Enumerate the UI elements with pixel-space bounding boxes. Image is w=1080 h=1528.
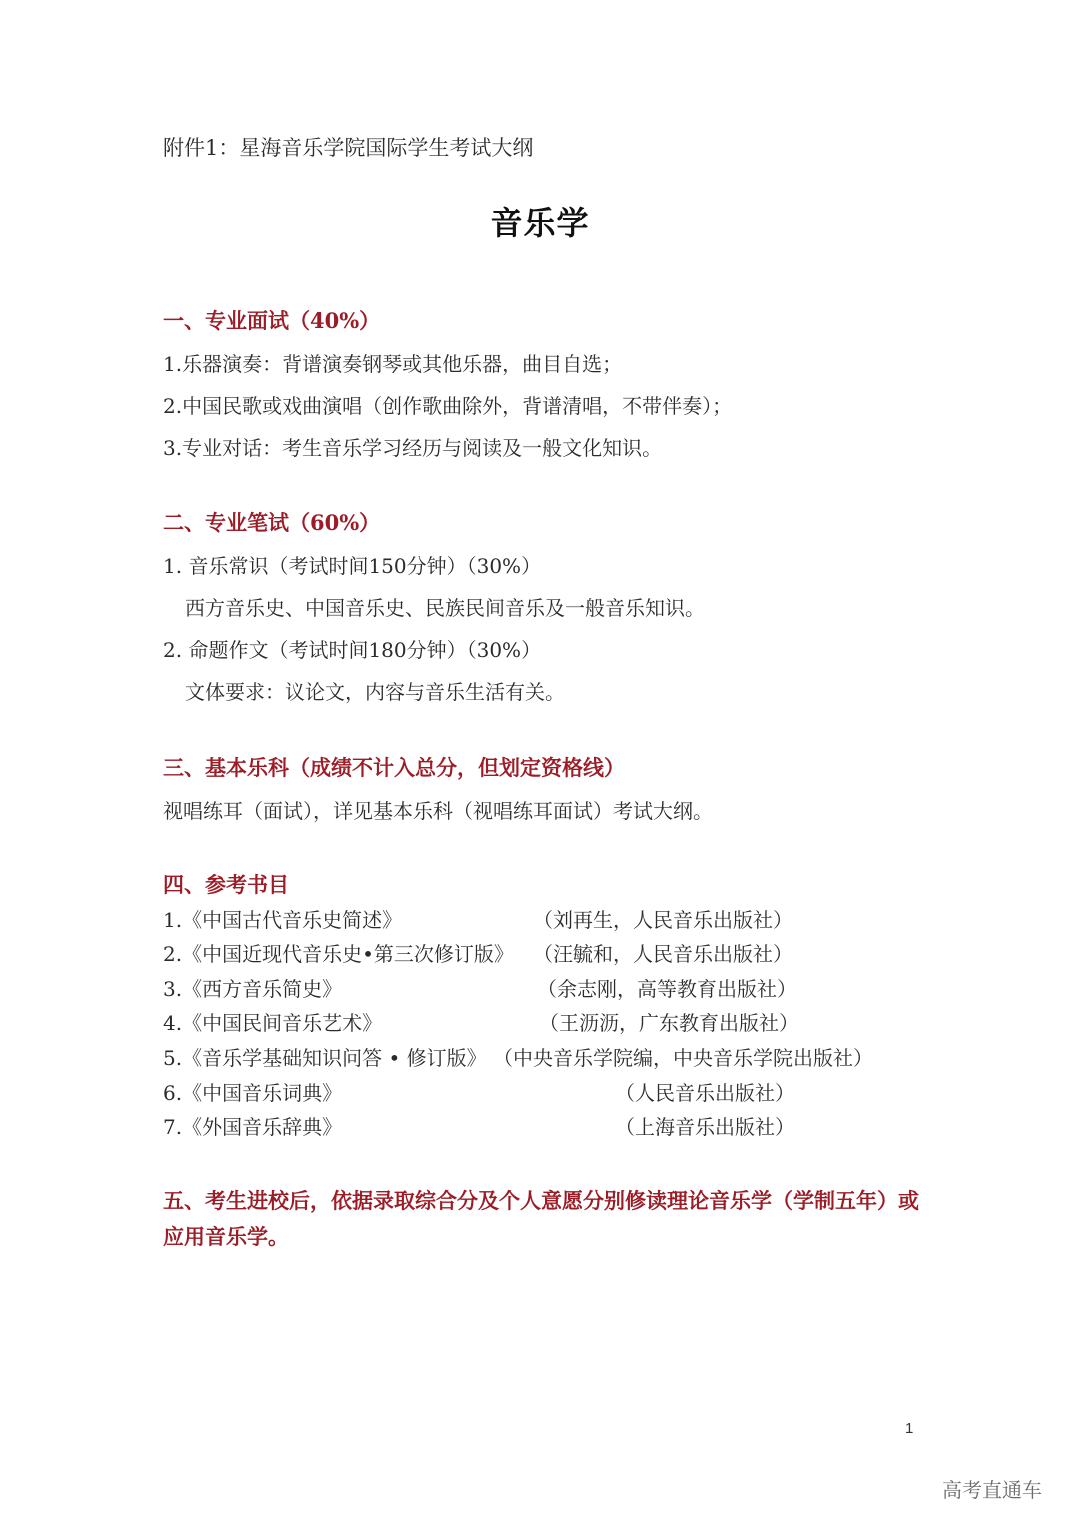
list-item-detail: 西方音乐史、中国音乐史、民族民间音乐及一般音乐知识。 [185, 596, 705, 620]
reference-title: 4.《中国民间音乐艺术》 [163, 1011, 383, 1035]
page-title: 音乐学 [490, 204, 590, 242]
section-heading-written: 二、专业笔试（60%） [163, 510, 381, 535]
reference-row [163, 1007, 923, 1035]
section-heading-interview: 一、专业面试（40%） [163, 308, 381, 333]
reference-publisher: （王沥沥，广东教育出版社） [539, 1011, 799, 1035]
reference-row [163, 1111, 923, 1139]
section-heading-references: 四、参考书目 [163, 872, 289, 897]
reference-title: 3.《西方音乐简史》 [163, 977, 343, 1001]
watermark-text: 高考直通车 [942, 1478, 1042, 1502]
reference-title: 2.《中国近现代音乐史•第三次修订版》 [163, 942, 514, 966]
list-item: 2. 命题作文（考试时间180分钟）（30%） [163, 638, 542, 662]
reference-row [163, 1042, 923, 1070]
reference-publisher: （人民音乐出版社） [615, 1081, 795, 1105]
section-text: 视唱练耳（面试），详见基本乐科（视唱练耳面试）考试大纲。 [163, 799, 713, 823]
list-item: 2.中国民歌或戏曲演唱（创作歌曲除外，背谱清唱，不带伴奏）； [163, 394, 733, 418]
reference-title: 1.《中国古代音乐史简述》 [163, 908, 403, 932]
reference-title: 5.《音乐学基础知识问答 • 修订版》 [163, 1046, 487, 1070]
list-item: 1.乐器演奏：背谱演奏钢琴或其他乐器，曲目自选； [163, 352, 623, 376]
section-heading-basic-music: 三、基本乐科（成绩不计入总分，但划定资格线） [163, 755, 625, 780]
list-item-detail: 文体要求：议论文，内容与音乐生活有关。 [185, 680, 565, 704]
reference-publisher: （上海音乐出版社） [615, 1115, 795, 1139]
attachment-line: 附件1：星海音乐学院国际学生考试大纲 [163, 136, 534, 160]
list-item: 3.专业对话：考生音乐学习经历与阅读及一般文化知识。 [163, 436, 663, 460]
reference-row [163, 1077, 923, 1105]
reference-title: 7.《外国音乐辞典》 [163, 1115, 343, 1139]
list-item: 1. 音乐常识（考试时间150分钟）（30%） [163, 554, 542, 578]
page-number: 1 [905, 1420, 914, 1437]
reference-row [163, 973, 923, 1001]
reference-publisher: （刘再生，人民音乐出版社） [533, 908, 793, 932]
reference-row [163, 904, 923, 932]
reference-row [163, 938, 923, 966]
section-note-study-track: 五、考生进校后，依据录取综合分及个人意愿分别修读理论音乐学（学制五年）或应用音乐学。 [163, 1188, 919, 1249]
reference-publisher: （汪毓和，人民音乐出版社） [533, 942, 793, 966]
reference-title: 6.《中国音乐词典》 [163, 1081, 343, 1105]
reference-publisher: （余志刚，高等教育出版社） [537, 977, 797, 1001]
reference-publisher: （中央音乐学院编，中央音乐学院出版社） [493, 1046, 873, 1070]
